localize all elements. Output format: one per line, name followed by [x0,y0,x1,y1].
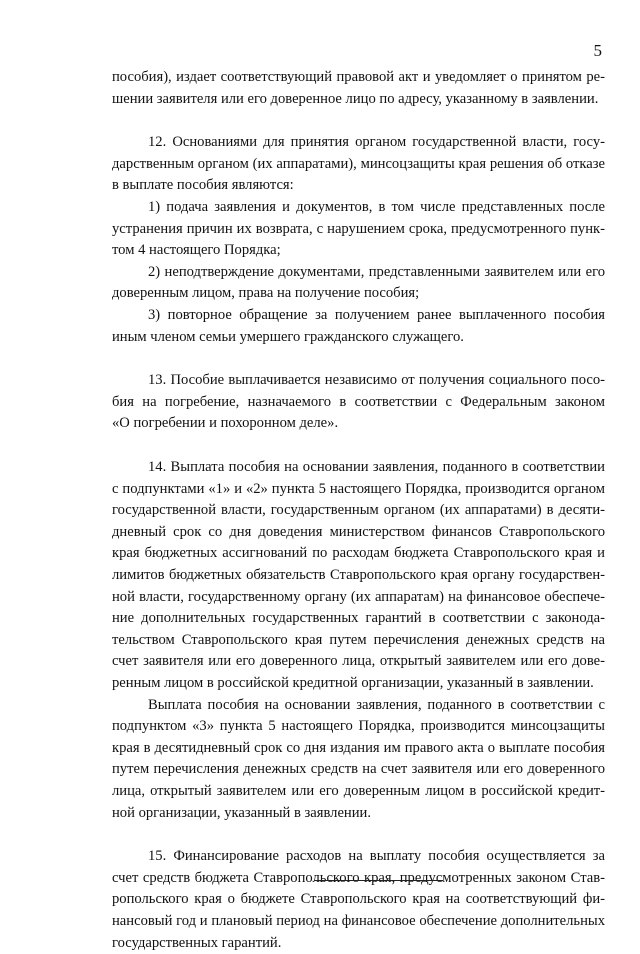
text-line: 15. Финансирование расходов на выплату пособия осуществляется за [148,848,605,865]
text-line: 1) подача заявления и документов, в том числе представленных после [148,199,605,215]
text-line: ние дополнительных государственных гарантий в соответствии с законода- [112,610,605,627]
text-line: 2) неподтверждение документами, представленными заявителем или его [148,263,605,280]
text-line: дарственным органом (их аппаратами), минсоцзащиты края решения об отказе [112,155,605,172]
text-line: иным членом семьи умершего гражданского служащего. [112,328,464,345]
text-line: ренным лицом в российской кредитной организации, указанный в заявлении. [112,675,594,691]
text-line: том 4 настоящего Порядка; [112,242,281,259]
text-line: доверенным лицом, права на получение пособия; [112,285,420,302]
text-line: государственных гарантий. [112,934,282,951]
text-line: края в десятидневный срок со дня издания им правого акта о выплате пособия [112,739,605,756]
text-line: нансовый год и плановый период на финансовое обеспечение дополнительных [112,913,605,929]
text-line: счет заявителя или его доверенного лица, открытый заявителем или его дове- [112,653,605,670]
text-line: ропольского края о бюджете Ставропольского края на соответствующий фи- [112,891,605,908]
text-line: шении заявителя или его доверенное лицо по адресу, указанному в заявлении. [112,90,599,107]
text-line: лица, открытый заявителем или его доверенным лицом в российской кредит- [112,783,605,799]
text-line: путем перечисления денежных средств на счет заявителя или его доверенного [112,761,605,778]
page-number: 5 [593,41,602,60]
text-line: ной власти, государственному органу (их аппаратам) на финансовое обеспече- [112,588,605,605]
text-line: 12. Основаниями для принятия органом государственной власти, госу- [148,134,605,151]
text-line: дневный срок со дня доведения министерством финансов Ставропольского [112,523,605,540]
text-line: края бюджетных ассигнований по расходам бюджета Ставропольского края и [112,545,605,562]
text-line: ной организации, указанный в заявлении. [112,804,372,821]
text-line: Выплата пособия на основании заявления, поданного в соответствии с [148,696,605,713]
text-line: с подпунктами «1» и «2» пункта 5 настоящего Порядка, производится органом [112,480,605,497]
text-line: 3) повторное обращение за получением ранее выплаченного пособия [148,307,605,323]
text-line: тельством Ставропольского края путем перечисления денежных средств на [112,631,605,648]
text-line: бия на погребение, назначаемого в соответствии с Федеральным законом [112,393,605,410]
end-separator-line [314,880,443,881]
text-line: счет средств бюджета Ставропольского края, предусмотренных законом Став- [112,869,605,886]
text-line: устранения причин их возврата, с нарушением срока, предусмотренного пунк- [112,220,605,237]
text-line: 13. Пособие выплачивается независимо от получения социального посо- [148,372,605,389]
text-line: пособия), издает соответствующий правовой акт и уведомляет о принятом ре- [112,69,605,85]
text-line: 14. Выплата пособия на основании заявления, поданного в соответствии [148,459,605,475]
text-line: «О погребении и похоронном деле». [112,415,339,432]
text-line: в выплате пособия являются: [112,177,294,194]
text-line: государственной власти, государственным органом (их аппаратами) в десяти- [112,502,605,519]
text-line: лимитов бюджетных обязательств Ставропольского края органу государствен- [112,567,605,583]
text-line: подпунктом «3» пункта 5 настоящего Порядка, производится минсоцзащиты [112,718,605,735]
